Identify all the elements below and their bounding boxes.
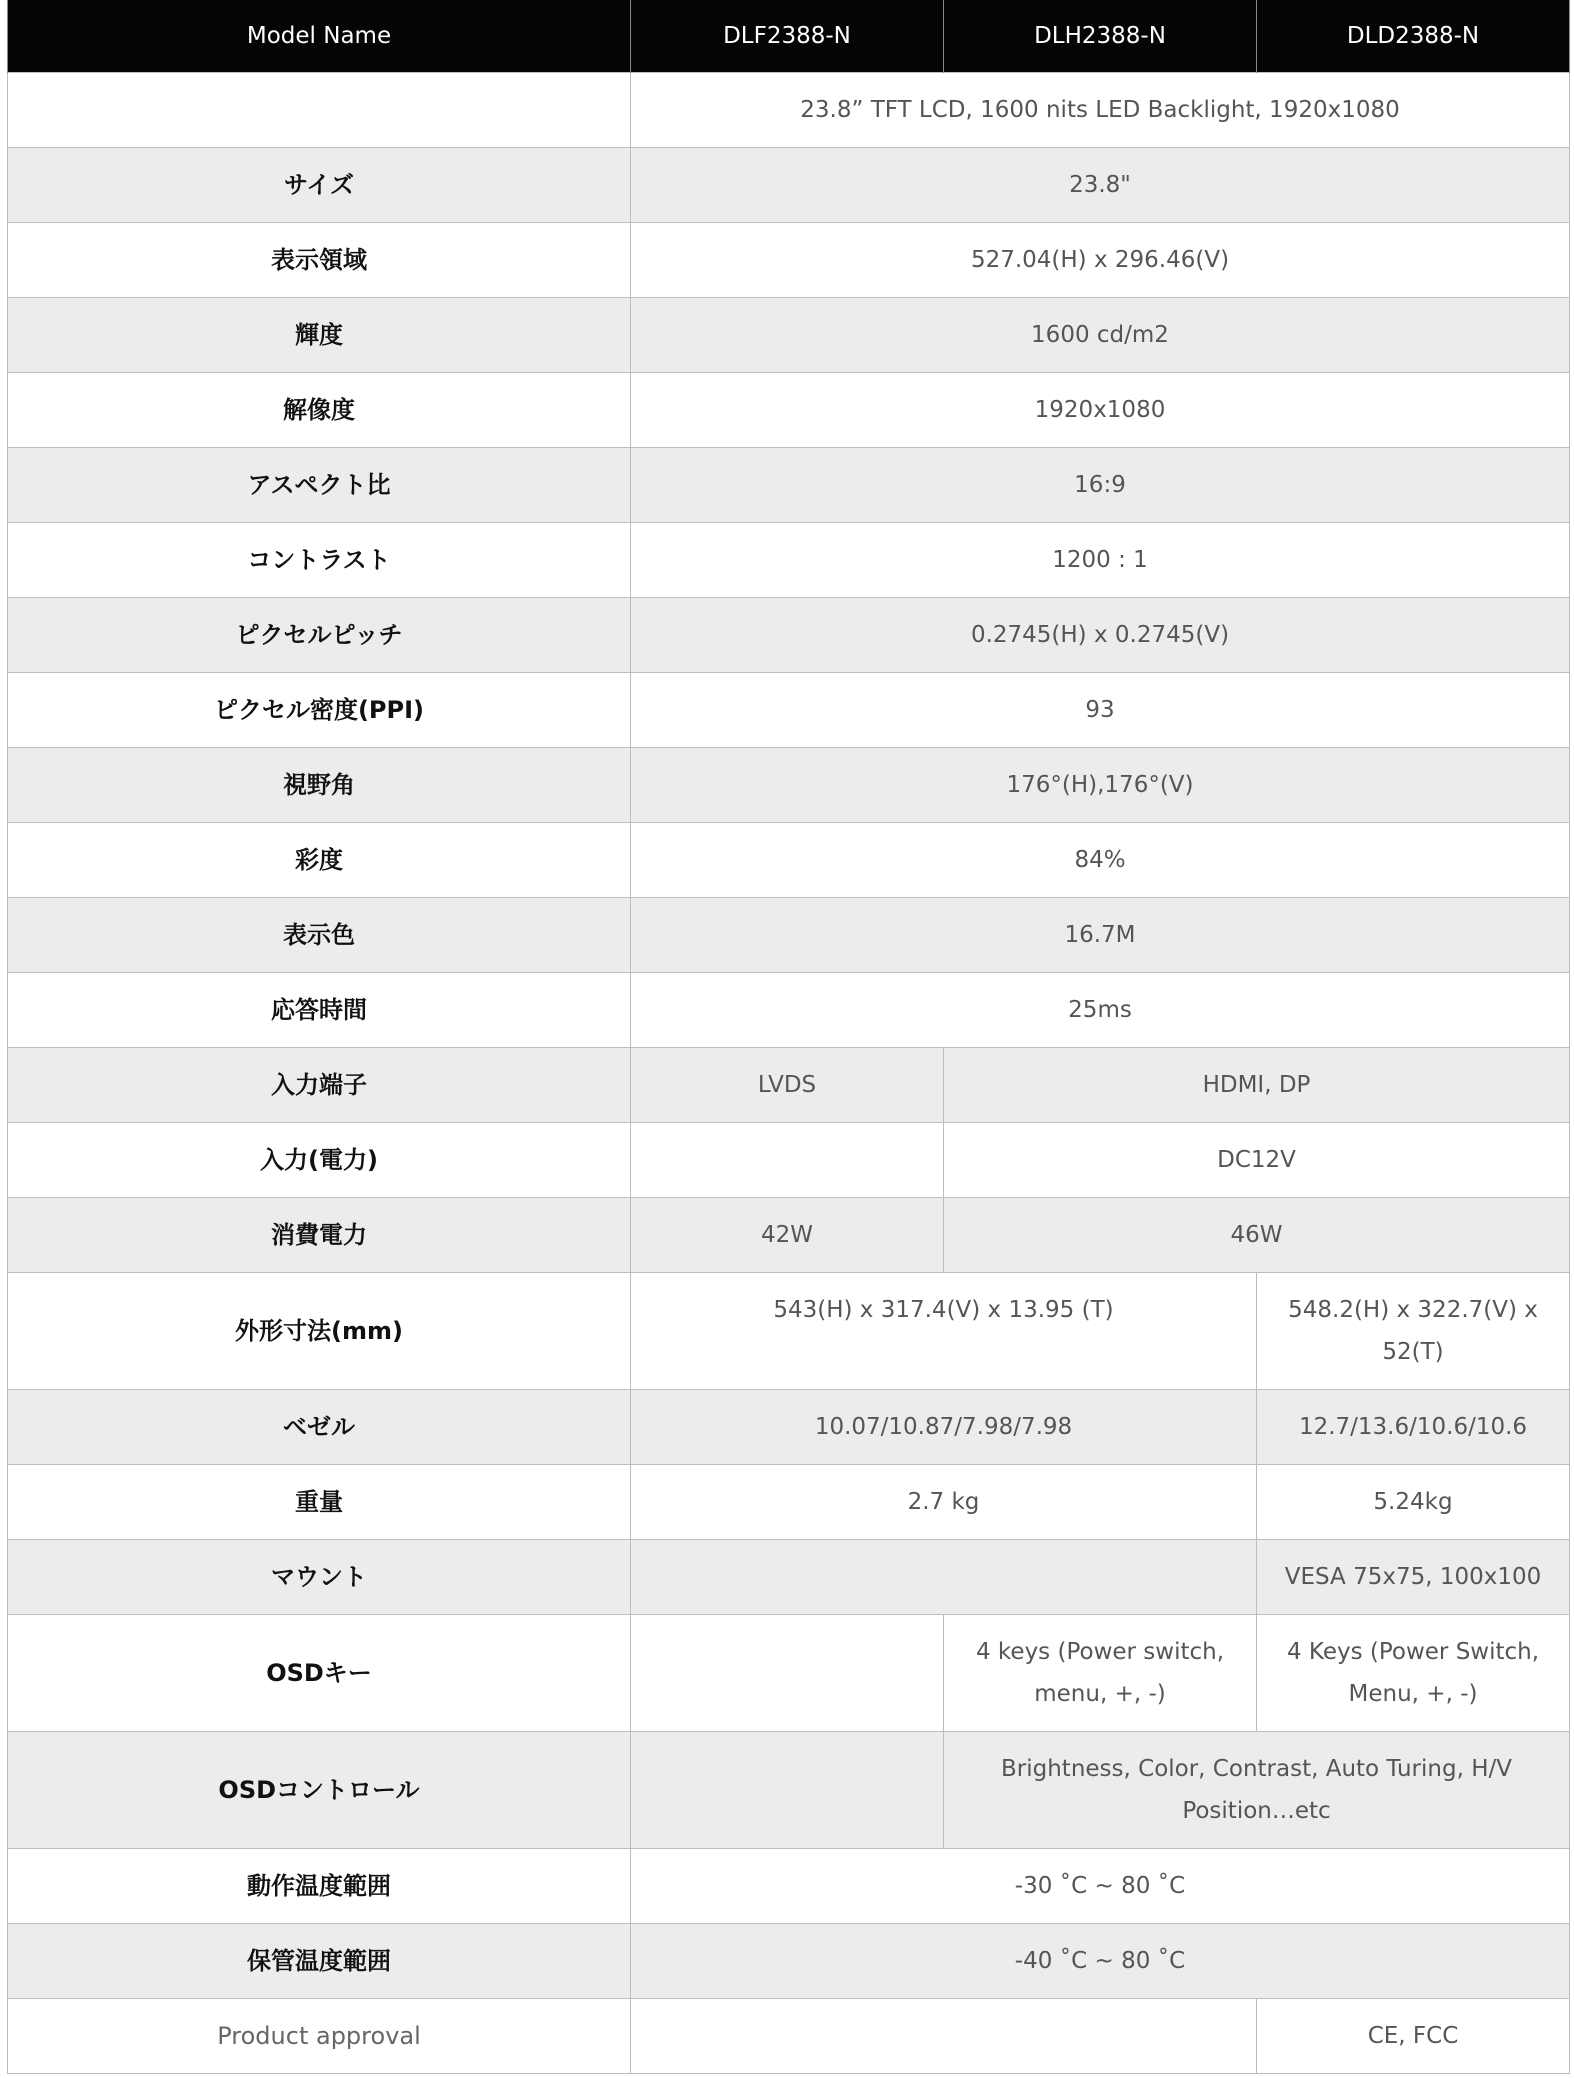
row-value: 0.2745(H) x 0.2745(V) <box>631 598 1570 673</box>
row-value: 84% <box>631 823 1570 898</box>
spec-row-viewing-angle <box>8 748 1570 823</box>
row-value: -30 ˚C ~ 80 ˚C <box>631 1849 1570 1924</box>
row-value: 16:9 <box>631 448 1570 523</box>
row-label: 入力(電力) <box>8 1123 631 1198</box>
row-label: アスペクト比 <box>8 448 631 523</box>
row-label <box>8 73 631 148</box>
spec-row-input-port <box>8 1048 1570 1123</box>
spec-row-bezel <box>8 1390 1570 1465</box>
row-value-dlf: LVDS <box>631 1048 944 1123</box>
spec-row-operating-temp <box>8 1849 1570 1924</box>
row-label: 保管温度範囲 <box>8 1924 631 1999</box>
row-label: 視野角 <box>8 748 631 823</box>
spec-row-storage-temp <box>8 1924 1570 1999</box>
row-value: 1200 : 1 <box>631 523 1570 598</box>
row-label: サイズ <box>8 148 631 223</box>
spec-row-saturation <box>8 823 1570 898</box>
row-label: コントラスト <box>8 523 631 598</box>
spec-row-osd-control <box>8 1732 1570 1849</box>
spec-row-approval <box>8 1999 1570 2074</box>
row-value-dlf <box>631 1615 944 1732</box>
spec-row-display-area <box>8 223 1570 298</box>
row-label: 外形寸法(mm) <box>8 1273 631 1390</box>
row-value-dld: 4 Keys (Power Switch, Menu, +, -) <box>1257 1615 1570 1732</box>
spec-row-colors <box>8 898 1570 973</box>
row-value-dlf <box>631 1123 944 1198</box>
spec-row-power-input <box>8 1123 1570 1198</box>
row-value: 1920x1080 <box>631 373 1570 448</box>
row-value-dld: CE, FCC <box>1257 1999 1570 2074</box>
spec-row-panel <box>8 73 1570 148</box>
spec-row-weight <box>8 1465 1570 1540</box>
spec-row-aspect <box>8 448 1570 523</box>
row-label: 消費電力 <box>8 1198 631 1273</box>
row-label: 彩度 <box>8 823 631 898</box>
row-value-dlh-dld: DC12V <box>944 1123 1570 1198</box>
row-label: 重量 <box>8 1465 631 1540</box>
row-label: Product approval <box>8 1999 631 2074</box>
row-label: 表示領域 <box>8 223 631 298</box>
spec-row-contrast <box>8 523 1570 598</box>
row-label: OSDコントロール <box>8 1732 631 1849</box>
row-value: 16.7M <box>631 898 1570 973</box>
spec-row-brightness <box>8 298 1570 373</box>
row-value-dlh-dld: HDMI, DP <box>944 1048 1570 1123</box>
row-value: 93 <box>631 673 1570 748</box>
row-value: 23.8” TFT LCD, 1600 nits LED Backlight, 1920x1080 <box>631 73 1570 148</box>
spec-row-response <box>8 973 1570 1048</box>
row-value-dlf-dlh: 543(H) x 317.4(V) x 13.95 (T) <box>631 1273 1257 1390</box>
row-label: 動作温度範囲 <box>8 1849 631 1924</box>
spec-row-mount <box>8 1540 1570 1615</box>
row-value-dld: 12.7/13.6/10.6/10.6 <box>1257 1390 1570 1465</box>
row-value-dld: VESA 75x75, 100x100 <box>1257 1540 1570 1615</box>
spec-row-dimensions <box>8 1273 1570 1390</box>
row-label: 表示色 <box>8 898 631 973</box>
row-label: 入力端子 <box>8 1048 631 1123</box>
row-value-dld: 5.24kg <box>1257 1465 1570 1540</box>
spec-row-size <box>8 148 1570 223</box>
row-value: 23.8" <box>631 148 1570 223</box>
row-label: ピクセルピッチ <box>8 598 631 673</box>
row-value: 176°(H),176°(V) <box>631 748 1570 823</box>
spec-row-pixel-pitch <box>8 598 1570 673</box>
row-label: マウント <box>8 1540 631 1615</box>
spec-table <box>7 0 1570 2074</box>
spec-row-ppi <box>8 673 1570 748</box>
row-label: ピクセル密度(PPI) <box>8 673 631 748</box>
model-dlh-header: DLH2388-N <box>944 0 1257 73</box>
row-value-dlf-dlh: 10.07/10.87/7.98/7.98 <box>631 1390 1257 1465</box>
model-dld-header: DLD2388-N <box>1257 0 1570 73</box>
row-value-dlf: 42W <box>631 1198 944 1273</box>
row-value-dlf <box>631 1732 944 1849</box>
row-value-dlh: 4 keys (Power switch, menu, +, -) <box>944 1615 1257 1732</box>
header-row <box>8 0 1570 73</box>
model-name-header: Model Name <box>8 0 631 73</box>
row-value-dld: 548.2(H) x 322.7(V) x 52(T) <box>1257 1273 1570 1390</box>
row-value: 1600 cd/m2 <box>631 298 1570 373</box>
row-label: OSDキー <box>8 1615 631 1732</box>
model-dlf-header: DLF2388-N <box>631 0 944 73</box>
row-value-dlf-dlh: 2.7 kg <box>631 1465 1257 1540</box>
row-value: 527.04(H) x 296.46(V) <box>631 223 1570 298</box>
row-value-dlh-dld: 46W <box>944 1198 1570 1273</box>
row-value-dlf-dlh <box>631 1540 1257 1615</box>
spec-row-resolution <box>8 373 1570 448</box>
row-value: -40 ˚C ~ 80 ˚C <box>631 1924 1570 1999</box>
row-label: 解像度 <box>8 373 631 448</box>
row-value-dlf-dlh <box>631 1999 1257 2074</box>
spec-row-osd-keys <box>8 1615 1570 1732</box>
spec-row-power-consumption <box>8 1198 1570 1273</box>
row-label: 応答時間 <box>8 973 631 1048</box>
row-label: 輝度 <box>8 298 631 373</box>
row-label: ベゼル <box>8 1390 631 1465</box>
row-value-dlh-dld: Brightness, Color, Contrast, Auto Turing, H/V Position…etc <box>944 1732 1570 1849</box>
row-value: 25ms <box>631 973 1570 1048</box>
